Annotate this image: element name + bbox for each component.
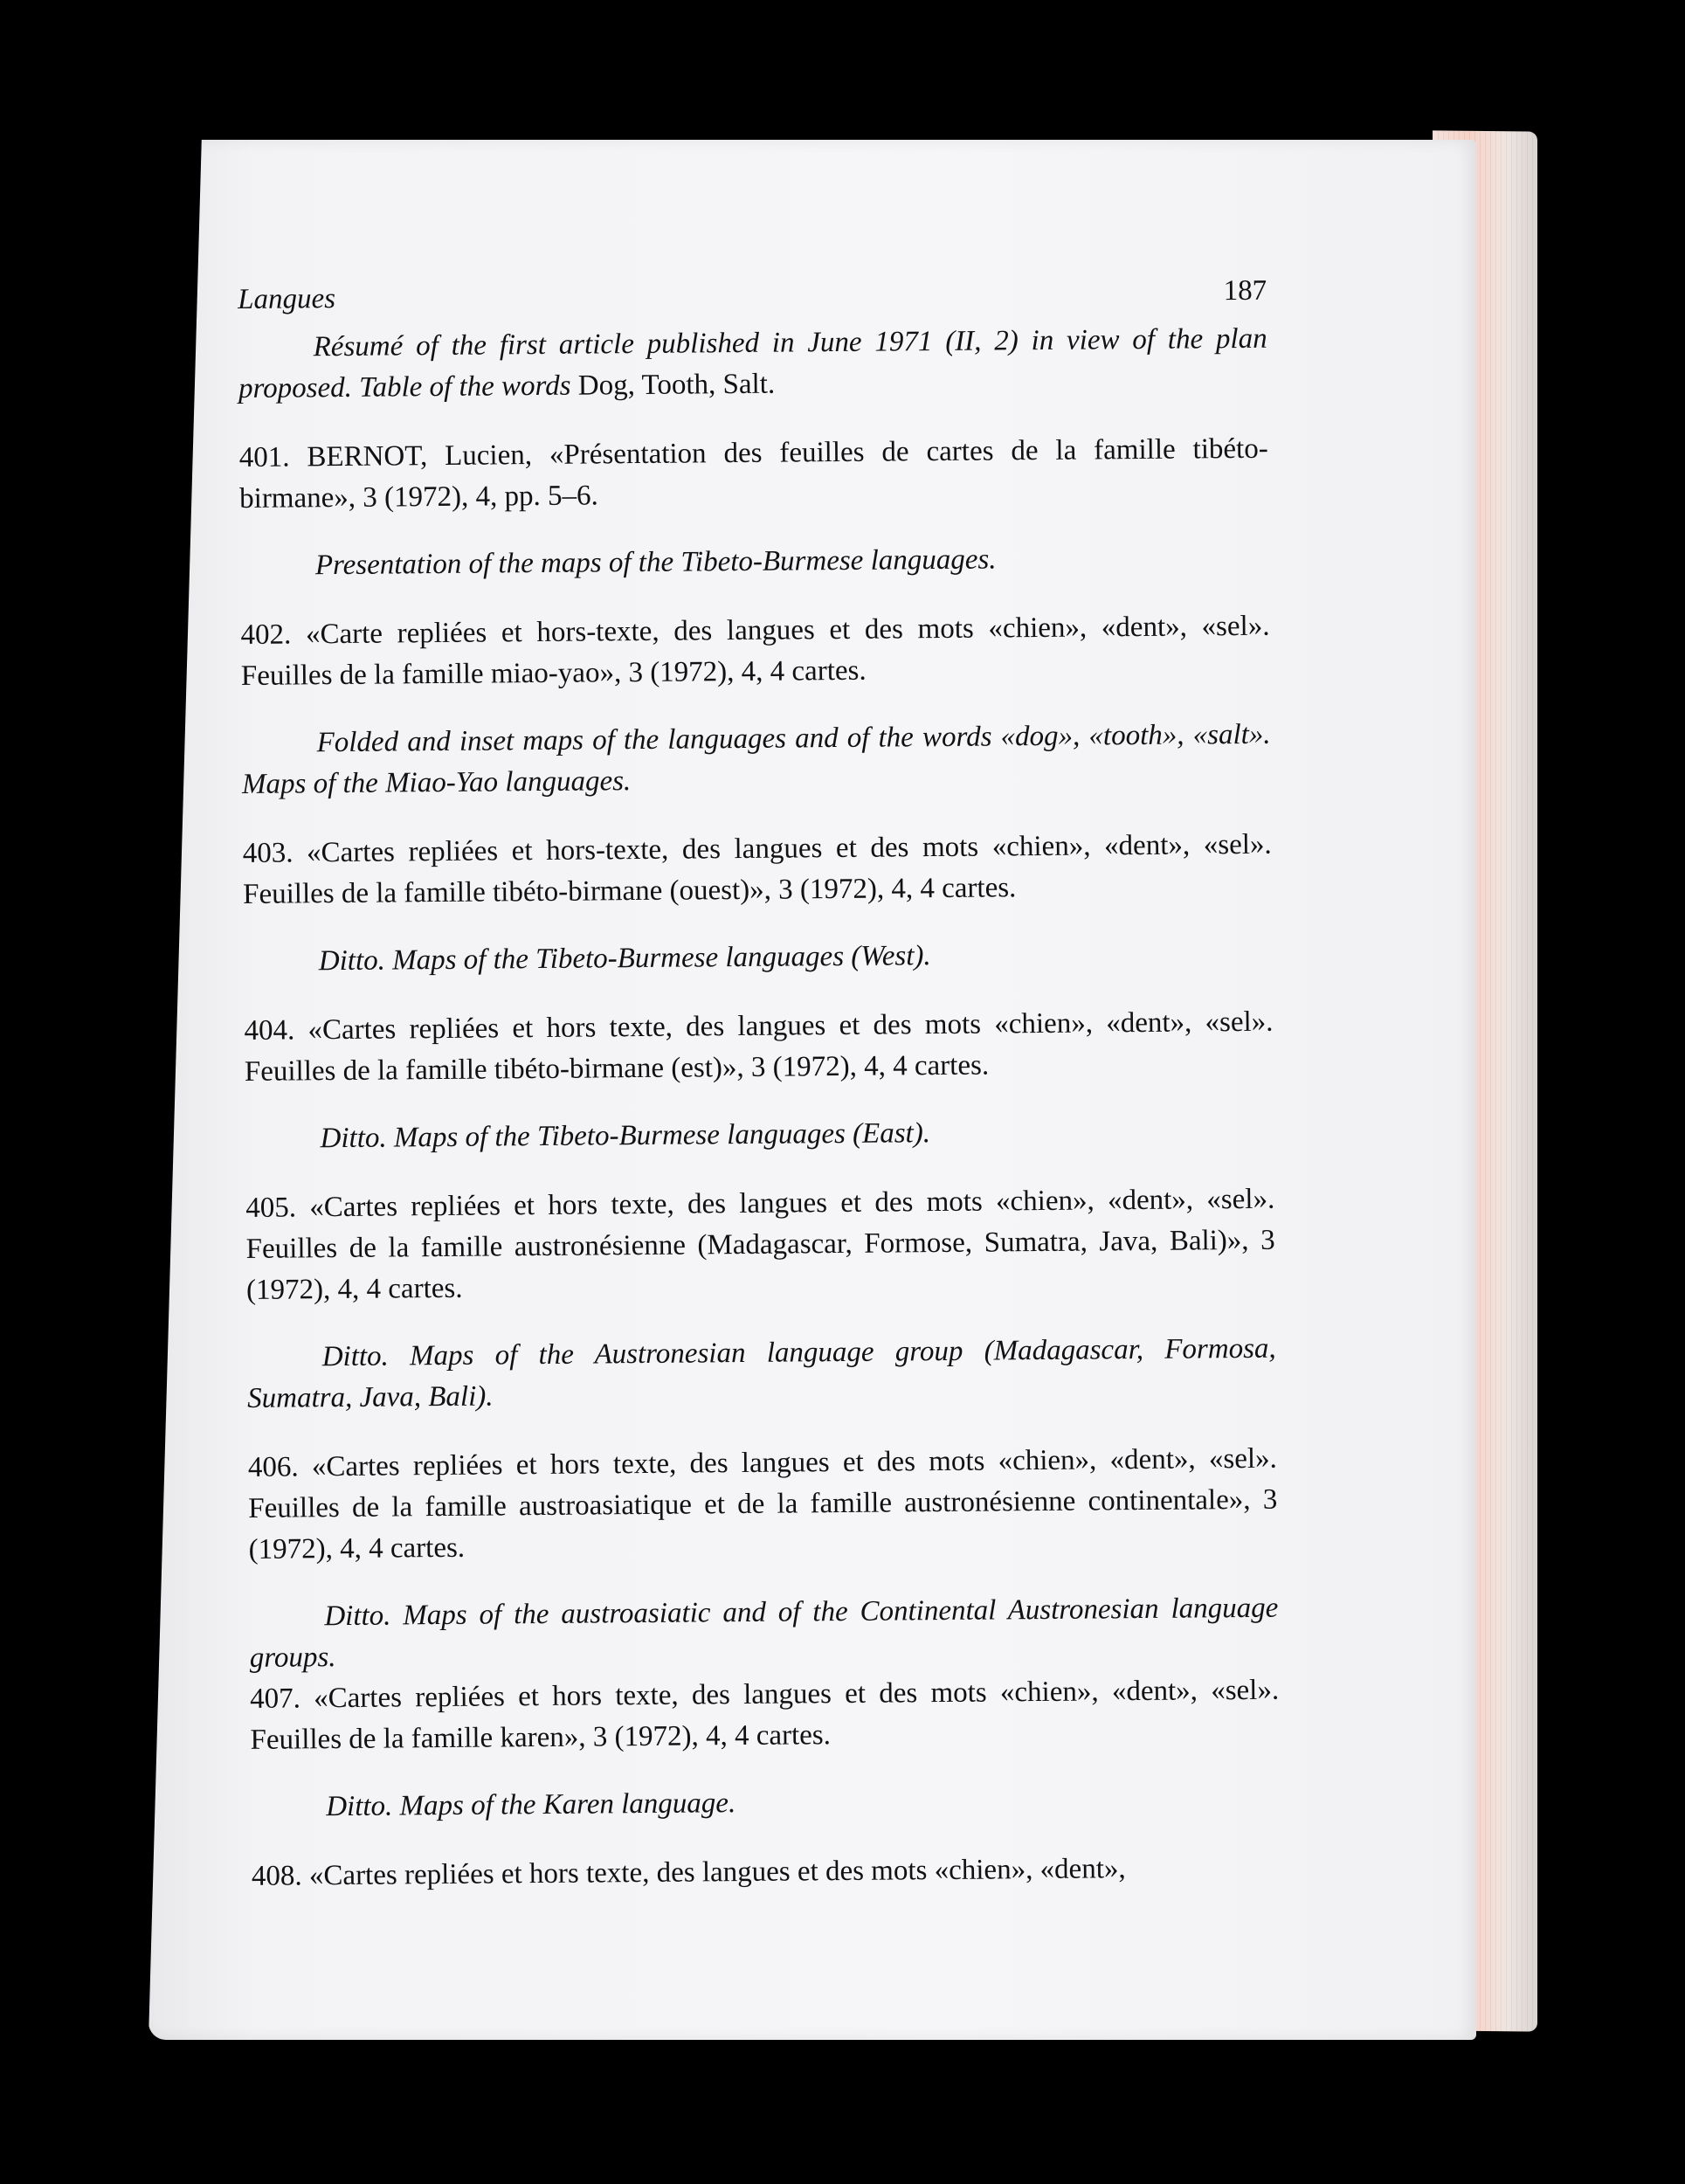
entry-401: 401. BERNOT, Lucien, «Présentation des feuilles de cartes de la famille tibéto-birmane», 3 (1972), 4, pp. 5–6. [238, 432, 1268, 515]
entry-405: 405. «Cartes repliées et hors texte, des langues et des mots «chien», «dent», «sel». Feuilles de la famille austronésienne (Madagascar, Formose, Sumatra, Java, Bali)», 3 (1972), 4, 4 cartes. [245, 1183, 1275, 1306]
entry-402: 402. «Carte repliées et hors-texte, des langues et des mots «chien», «dent», «sel». Feuilles de la famille miao-yao», 3 (1972), 4, 4 cartes. [240, 610, 1270, 692]
entry-404-summary: Ditto. Maps of the Tibeto-Burmese languages (East). [320, 1117, 931, 1155]
entry-406-summary: Ditto. Maps of the austroasiatic and of the Continental Austronesian language groups. [249, 1592, 1279, 1674]
page-number: 187 [1223, 274, 1267, 308]
entry-402-summary: Folded and inset maps of the languages and of the words «dog», «tooth», «salt». Maps of the Miao-Yao languages. [241, 718, 1271, 800]
running-head: Langues [238, 283, 336, 315]
entry-404: 404. «Cartes repliées et hors texte, des langues et des mots «chien», «dent», «sel». Feuilles de la famille tibéto-birmane (est)», 3 (1972), 4, 4 cartes. [244, 1006, 1274, 1088]
intro-summary-words: Dog, Tooth, Salt. [577, 368, 776, 402]
entry-407: 407. «Cartes repliées et hors texte, des langues et des mots «chien», «dent», «sel». Feuilles de la famille karen», 3 (1972), 4, 4 cartes. [250, 1674, 1280, 1756]
entry-408: 408. «Cartes repliées et hors texte, des langues et des mots «chien», «dent», [251, 1853, 1126, 1892]
intro-summary-italic: Résumé of the first article published in June 1971 (II, 2) in view of the plan proposed. Table of the words [238, 322, 1267, 404]
page-text [238, 271, 1281, 1897]
entry-405-summary: Ditto. Maps of the Austronesian language group (Madagascar, Formosa, Sumatra, Java, Bali). [247, 1332, 1276, 1414]
entry-406: 406. «Cartes repliées et hors texte, des langues et des mots «chien», «dent», «sel». Feuilles de la famille austroasiatique et de la famille austronésienne continentale», 3 (1972), 4, 4 cartes. [247, 1442, 1278, 1565]
entry-407-summary: Ditto. Maps of the Karen language. [326, 1787, 736, 1823]
entry-403-summary: Ditto. Maps of the Tibeto-Burmese languages (West). [318, 940, 931, 978]
entry-401-summary: Presentation of the maps of the Tibeto-Burmese languages. [314, 543, 997, 582]
page-header [238, 271, 1267, 321]
intro-summary [238, 319, 1267, 410]
entry-403: 403. «Cartes repliées et hors-texte, des langues et des mots «chien», «dent», «sel». Feuilles de la famille tibéto-birmane (ouest)», 3 (1972), 4, 4 cartes. [242, 828, 1272, 910]
